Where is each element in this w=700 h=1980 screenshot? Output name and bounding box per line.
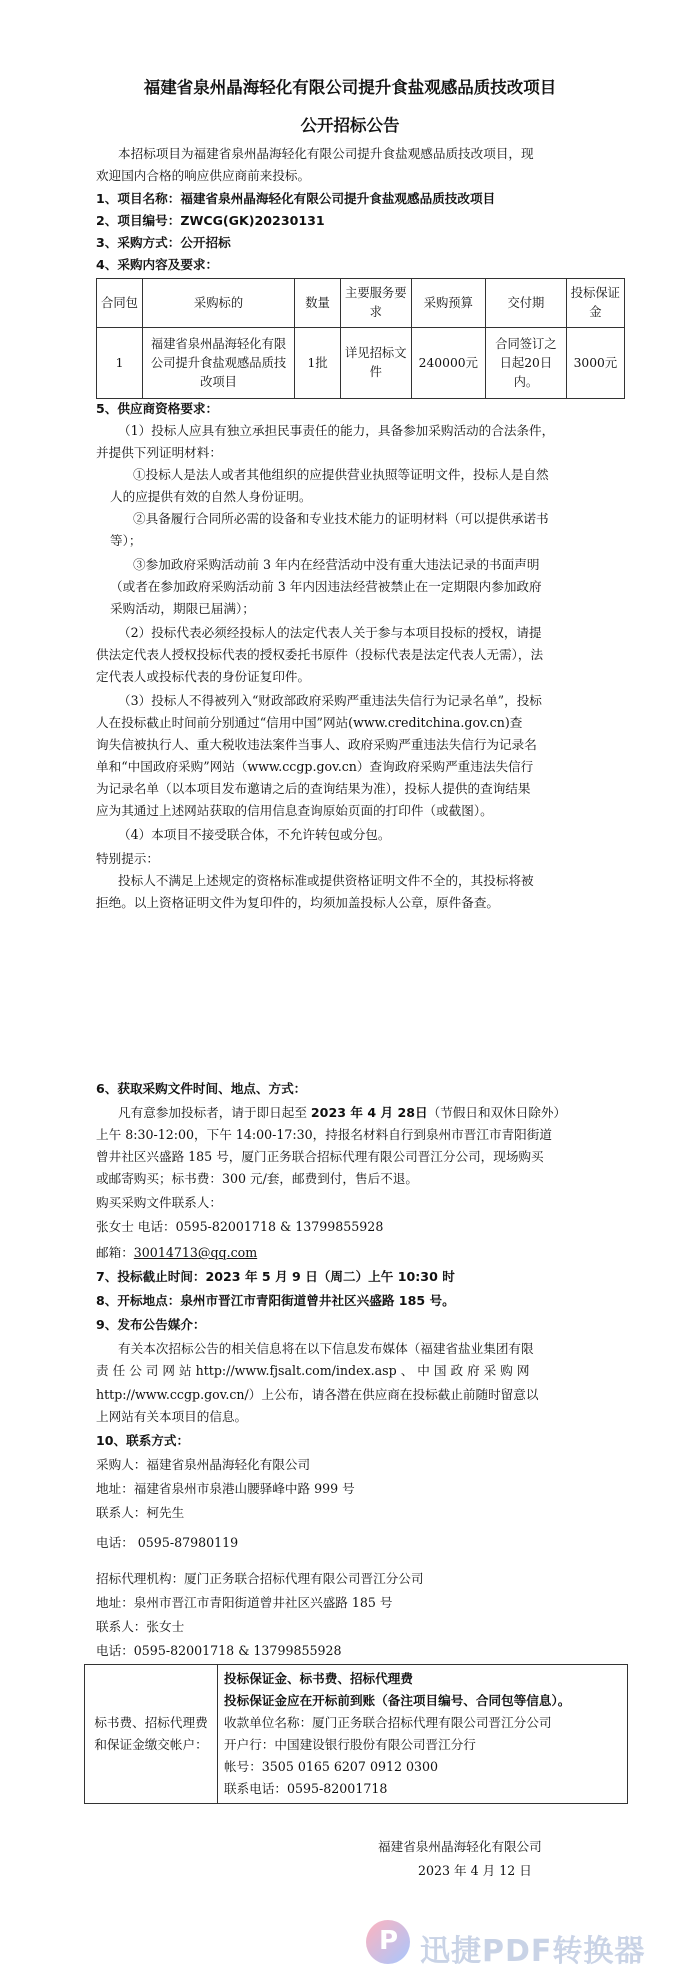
qual-line: ③参加政府采购活动前 3 年内在经营活动中没有重大违法记录的书面声明 <box>133 557 540 572</box>
watermark <box>366 1920 686 1968</box>
get-docs-line: 上午 8:30-12:00，下午 14:00-17:30，持报名材料自行到泉州市晋江市青阳街道 <box>96 1127 552 1142</box>
signature-org: 福建省泉州晶海轻化有限公司 <box>378 1839 542 1854</box>
payment-label: 标书费、招标代理费和保证金缴交帐户： <box>85 1665 218 1804</box>
qual-line: 供法定代表人授权投标代表的授权委托书原件（投标代表是法定代表人无需），法 <box>96 647 544 662</box>
table-header-cell: 采购预算 <box>411 279 486 328</box>
watermark-text: 迅捷PDF转换器 <box>420 1934 646 1969</box>
table-cell: 1 <box>97 328 143 399</box>
email-label: 邮箱： <box>96 1245 134 1260</box>
contact-line: 地址：福建省泉州市泉港山腰驿峰中路 999 号 <box>96 1481 355 1496</box>
media-line: 有关本次招标公告的相关信息将在以下信息发布媒体（福建省盐业集团有限 <box>118 1341 534 1356</box>
section-bid-deadline: 7、投标截止时间：2023 年 5 月 9 日（周二）上午 10:30 时 <box>96 1269 455 1284</box>
contact-line: 电话：0595-82001718 & 13799855928 <box>96 1643 342 1658</box>
table-row <box>85 1665 628 1804</box>
special-tip-line: 投标人不满足上述规定的资格标准或提供资格证明文件不全的，其投标将被 <box>118 873 534 888</box>
table-header-cell: 合同包 <box>97 279 143 328</box>
table-header-cell: 主要服务要求 <box>341 279 411 328</box>
qual-line: （3）投标人不得被列入“财政部政府采购严重违法失信行为记录名单”，投标 <box>118 693 542 708</box>
qual-line: 人在投标截止时间前分别通过“信用中国”网站(www.creditchina.gov.cn)查 <box>96 715 523 730</box>
table-cell: 1批 <box>295 328 341 399</box>
deadline-date: 2023 年 4 月 28日 <box>310 1105 428 1120</box>
get-docs-line: 购买采购文件联系人： <box>96 1195 222 1210</box>
qual-line: 为记录名单（以本项目发布邀请之后的查询结果为准），投标人提供的查询结果 <box>96 781 531 796</box>
media-line: 上网站有关本项目的信息。 <box>96 1409 248 1424</box>
special-tip-line: 拒绝。以上资格证明文件为复印件的，均须加盖投标人公章，原件备查。 <box>96 895 499 910</box>
qual-line: ①投标人是法人或者其他组织的应提供营业执照等证明文件，投标人是自然 <box>133 467 549 482</box>
section-procure-method: 3、采购方式：公开招标 <box>96 235 231 250</box>
payment-line: 联系电话：0595-82001718 <box>224 1781 388 1796</box>
qual-line: 并提供下列证明材料： <box>96 445 222 460</box>
qual-line: （1）投标人应具有独立承担民事责任的能力，具备参加采购活动的合法条件， <box>118 423 555 438</box>
qual-line: 询失信被执行人、重大税收违法案件当事人、政府采购严重违法失信行为记录名 <box>96 737 537 752</box>
section-project-code: 2、项目编号：ZWCG(GK)20230131 <box>96 213 325 228</box>
qual-line: 单和“中国政府采购”网站（www.ccgp.gov.cn）查询政府采购严重违法失信行 <box>96 759 534 774</box>
payment-line: 帐号：3505 0165 6207 0912 0300 <box>224 1759 439 1774</box>
section-opening-location: 8、开标地点：泉州市晋江市青阳街道曾井社区兴盛路 185 号。 <box>96 1293 455 1308</box>
text-run: （节假日和双休日除外） <box>427 1105 567 1120</box>
contact-line: 联系人：柯先生 <box>96 1505 185 1520</box>
qual-line: 人的应提供有效的自然人身份证明。 <box>110 489 312 504</box>
signature-date: 2023 年 4 月 12 日 <box>418 1863 532 1878</box>
text-run: 凡有意参加投标者，请于即日起至 <box>118 1105 311 1120</box>
intro-line: 本招标项目为福建省泉州晶海轻化有限公司提升食盐观感品质技改项目，现 <box>118 146 534 161</box>
qual-line: （或者在参加政府采购活动前 3 年内因违法经营被禁止在一定期限内参加政府 <box>110 579 542 594</box>
qual-line: ②具备履行合同所必需的设备和专业技术能力的证明材料（可以提供承诺书 <box>133 511 549 526</box>
table-cell: 3000元 <box>566 328 624 399</box>
logo-glyph: P <box>379 1926 399 1956</box>
payment-line: 投标保证金应在开标前到账（备注项目编号、合同包等信息）。 <box>224 1693 571 1708</box>
qual-line: 定代表人或投标代表的身份证复印件。 <box>96 669 311 684</box>
email-link[interactable]: 30014713@qq.com <box>133 1245 258 1260</box>
table-cell: 详见招标文件 <box>341 328 411 399</box>
special-tip-label: 特别提示： <box>96 851 159 866</box>
qual-line: 采购活动，期限已届满）； <box>110 601 255 616</box>
media-line: http://www.ccgp.gov.cn/）上公布，请各潜在供应商在投标截止前随时留意以 <box>96 1387 539 1402</box>
table-header-cell: 交付期 <box>486 279 567 328</box>
doc-subtitle: 公开招标公告 <box>300 116 400 135</box>
section-contact: 10、联系方式： <box>96 1433 190 1448</box>
section-qualifications: 5、供应商资格要求： <box>96 401 219 416</box>
intro-line: 欢迎国内合格的响应供应商前来投标。 <box>96 168 311 183</box>
contact-line: 联系人：张女士 <box>96 1619 185 1634</box>
qual-line: （4）本项目不接受联合体，不允许转包或分包。 <box>118 827 391 842</box>
media-line: 责 任 公 司 网 站 http://www.fjsalt.com/index.asp 、 中 国 政 府 采 购 网 <box>96 1363 530 1378</box>
email-line <box>96 1244 257 1262</box>
table-cell: 合同签订之日起20日内。 <box>486 328 567 399</box>
contact-line: 招标代理机构：厦门正务联合招标代理有限公司晋江分公司 <box>96 1571 424 1586</box>
qual-line: 等）； <box>110 533 142 548</box>
table-row <box>97 328 625 399</box>
get-docs-line: 张女士 电话：0595-82001718 & 13799855928 <box>96 1219 384 1234</box>
table-cell: 240000元 <box>411 328 486 399</box>
payment-details <box>218 1665 628 1804</box>
table-header-cell: 投标保证金 <box>566 279 624 328</box>
table-cell: 福建省泉州晶海轻化有限公司提升食盐观感品质技改项目 <box>142 328 294 399</box>
payment-line: 开户行：中国建设银行股份有限公司晋江分行 <box>224 1737 476 1752</box>
qual-line: 应为其通过上述网站获取的信用信息查询原始页面的打印件（或截图）。 <box>96 803 493 818</box>
contact-line: 电话： 0595-87980119 <box>96 1535 239 1550</box>
get-docs-line: 曾井社区兴盛路 185 号，厦门正务联合招标代理有限公司晋江分公司，现场购买 <box>96 1149 544 1164</box>
converter-logo-icon <box>366 1920 410 1964</box>
contact-line: 采购人：福建省泉州晶海轻化有限公司 <box>96 1457 311 1472</box>
doc-title: 福建省泉州晶海轻化有限公司提升食盐观感品质技改项目 <box>143 78 557 97</box>
section-procure-content: 4、采购内容及要求： <box>96 257 219 272</box>
table-header-row <box>97 279 625 328</box>
table-header-cell: 采购标的 <box>142 279 294 328</box>
section-project-name: 1、项目名称：福建省泉州晶海轻化有限公司提升食盐观感品质技改项目 <box>96 191 496 206</box>
section-media: 9、发布公告媒介： <box>96 1317 206 1332</box>
get-docs-line <box>118 1104 566 1122</box>
payment-line: 投标保证金、标书费、招标代理费 <box>224 1671 413 1686</box>
get-docs-line: 或邮寄购买；标书费：300 元/套，邮费到付，售后不退。 <box>96 1171 418 1186</box>
procurement-table <box>96 278 625 399</box>
qual-line: （2）投标代表必须经投标人的法定代表人关于参与本项目投标的授权，请提 <box>118 625 542 640</box>
table-header-cell: 数量 <box>295 279 341 328</box>
payment-line: 收款单位名称：厦门正务联合招标代理有限公司晋江分公司 <box>224 1715 552 1730</box>
payment-table <box>84 1664 628 1804</box>
contact-line: 地址：泉州市晋江市青阳街道曾井社区兴盛路 185 号 <box>96 1595 393 1610</box>
section-get-docs: 6、获取采购文件时间、地点、方式： <box>96 1081 307 1096</box>
